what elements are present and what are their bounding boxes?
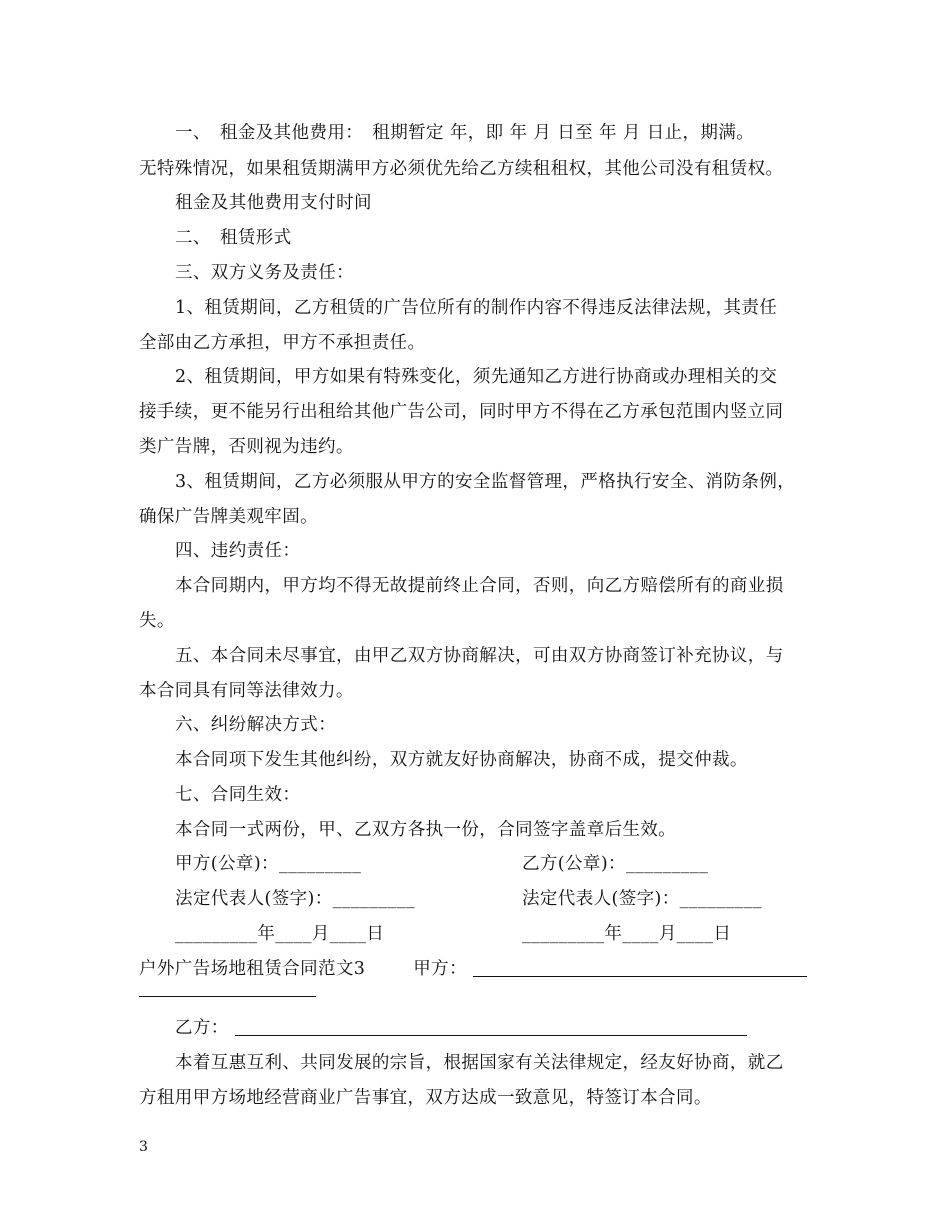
party-a-blank <box>473 960 807 977</box>
clause-1-line-2: 无特殊情况，如果租赁期满甲方必须优先给乙方续租租权，其他公司没有租赁权。 <box>139 159 784 179</box>
clause-1-line-1: 一、 租金及其他费用： 租期暂定 年，即 年 月 日至 年 月 日止，期满。 <box>175 123 755 143</box>
party-a-date: _________年____月____日 <box>175 924 385 944</box>
clause-7-line-1: 本合同一式两份，甲、乙双方各执一份，合同签字盖章后生效。 <box>175 820 677 840</box>
clause-4-line-1: 本合同期内，甲方均不得无故提前终止合同，否则，向乙方赔偿所有的商业损 <box>175 576 784 596</box>
clause-3-2-line-1: 2、租赁期间，甲方如果有特殊变化，须先通知乙方进行协商或办理相关的交 <box>175 367 778 387</box>
party-b-blank <box>235 1019 747 1036</box>
clause-4-line-2: 失。 <box>139 611 175 631</box>
clause-5-line-1: 五、本合同未尽事宜，由甲乙双方协商解决，可由双方协商签订补充协议，与 <box>175 646 784 666</box>
clause-3-3-line-2: 确保广告牌美观牢固。 <box>139 507 318 527</box>
clause-3-2-line-3: 类广告牌，否则视为违约。 <box>139 437 354 457</box>
clause-3-heading: 三、双方义务及责任： <box>175 263 354 283</box>
clause-2-heading: 二、 租赁形式 <box>175 228 292 248</box>
party-b-seal: 乙方(公章)：_________ <box>522 854 709 874</box>
party-b-date: _________年____月____日 <box>522 924 732 944</box>
party-a-seal: 甲方(公章)：_________ <box>175 854 362 874</box>
next-contract-header <box>139 958 807 980</box>
next-party-a-label: 甲方： <box>413 959 467 979</box>
page-number: 3 <box>139 1139 148 1155</box>
next-party-b-row <box>175 1017 747 1039</box>
clause-4-heading: 四、违约责任： <box>175 541 301 561</box>
clause-6-line-1: 本合同项下发生其他纠纷，双方就友好协商解决，协商不成，提交仲裁。 <box>175 750 748 770</box>
clause-7-heading: 七、合同生效： <box>175 785 301 805</box>
next-contract-title: 户外广告场地租赁合同范文3 <box>139 959 366 979</box>
intro-line-2: 方租用甲方场地经营商业广告事宜，双方达成一致意见，特签订本合同。 <box>139 1088 712 1108</box>
clause-3-3-line-1: 3、租赁期间，乙方必须服从甲方的安全监督管理，严格执行安全、消防条例， <box>175 472 796 492</box>
next-party-b-label: 乙方： <box>175 1018 229 1038</box>
clause-3-1-line-2: 全部由乙方承担，甲方不承担责任。 <box>139 333 426 353</box>
party-a-representative: 法定代表人(签字)：_________ <box>175 889 416 909</box>
clause-6-heading: 六、纠纷解决方式： <box>175 715 337 735</box>
party-a-blank-continued <box>139 996 316 997</box>
clause-3-1-line-1: 1、租赁期间，乙方租赁的广告位所有的制作内容不得违反法律法规，其责任 <box>175 298 778 318</box>
clause-5-line-2: 本合同具有同等法律效力。 <box>139 681 354 701</box>
clause-3-2-line-2: 接手续，更不能另行出租给其他广告公司，同时甲方不得在乙方承包范围内竖立同 <box>139 402 784 422</box>
party-b-representative: 法定代表人(签字)：_________ <box>522 889 763 909</box>
payment-time-line: 租金及其他费用支付时间 <box>175 193 372 213</box>
intro-line-1: 本着互惠互利、共同发展的宗旨，根据国家有关法律规定，经友好协商，就乙 <box>175 1053 784 1073</box>
